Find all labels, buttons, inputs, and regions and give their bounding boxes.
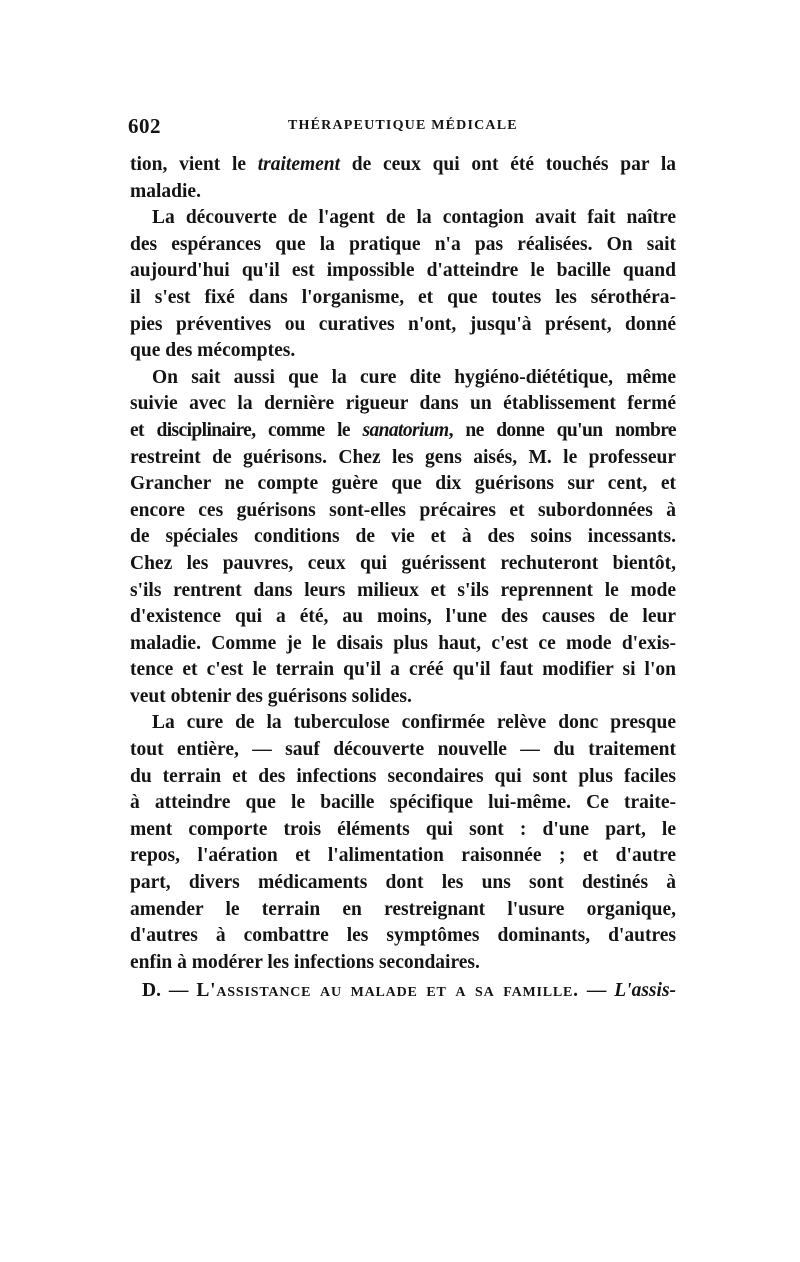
text-line: du terrain et des infections secondaires qui sont plus faciles bbox=[130, 765, 676, 787]
text-line: amender le terrain en restreignant l'usure organique, bbox=[130, 898, 676, 920]
text-line: aujourd'hui qu'il est impossible d'atteindre le bacille quand bbox=[130, 260, 676, 282]
paragraph-2 bbox=[130, 205, 676, 365]
text-line: Grancher ne compte guère que dix guérisons sur cent, et bbox=[130, 473, 676, 495]
text-line: et disciplinaire, comme le sanatorium, ne donne qu'un nombre bbox=[130, 419, 676, 441]
text-line: pies préventives ou curatives n'ont, jusqu'à présent, donné bbox=[130, 313, 676, 335]
paragraph-3 bbox=[130, 365, 676, 711]
section-title: L'assistance au malade et a sa famille. bbox=[196, 980, 579, 1002]
text-line: s'ils rentrent dans leurs milieux et s'ils reprennent le mode bbox=[130, 579, 676, 601]
text-line: On sait aussi que la cure dite hygiéno-diététique, même bbox=[152, 366, 676, 388]
running-title: THÉRAPEUTIQUE MÉDICALE bbox=[288, 118, 518, 133]
text-line: La cure de la tuberculose confirmée relève donc presque bbox=[152, 712, 676, 734]
page-header bbox=[128, 114, 676, 138]
text-line: de spéciales conditions de vie et à des soins incessants. bbox=[130, 526, 676, 548]
page-body bbox=[130, 152, 676, 1005]
text-line: part, divers médicaments dont les uns sont destinés à bbox=[130, 872, 676, 894]
text-line: encore ces guérisons sont-elles précaires et subordonnées à bbox=[130, 499, 676, 521]
text-line: d'autres à combattre les symptômes dominants, d'autres bbox=[130, 925, 676, 947]
text-line: que des mécomptes. bbox=[130, 340, 296, 362]
text-line: repos, l'aération et l'alimentation raisonnée ; et d'autre bbox=[130, 845, 676, 867]
text-line: tout entière, — sauf découverte nouvelle — du traitement bbox=[130, 739, 676, 761]
text-line: il s'est fixé dans l'organisme, et que toutes les sérothéra- bbox=[130, 286, 676, 308]
text-line: des espérances que la pratique n'a pas réalisées. On sait bbox=[130, 233, 676, 255]
text-line: restreint de guérisons. Chez les gens aisés, M. le professeur bbox=[130, 446, 676, 468]
section-heading bbox=[130, 978, 676, 1005]
text-line: à atteindre que le bacille spécifique lui-même. Ce traite- bbox=[130, 792, 676, 814]
text-line: suivie avec la dernière rigueur dans un établissement fermé bbox=[130, 393, 676, 415]
section-continuation: L'assis- bbox=[614, 980, 677, 1002]
paragraph-1 bbox=[130, 152, 676, 205]
text-line: tence et c'est le terrain qu'il a créé qu'il faut modifier si l'on bbox=[130, 659, 676, 681]
text-line: tion, vient le traitement de ceux qui ont été touchés par la bbox=[130, 154, 676, 175]
section-letter: D. bbox=[142, 980, 161, 1002]
text-line: maladie. bbox=[130, 180, 201, 202]
text-line: maladie. Comme je le disais plus haut, c'est ce mode d'exis- bbox=[130, 632, 676, 654]
italic-term: sanatorium bbox=[362, 419, 449, 441]
text-line: ment comporte trois éléments qui sont : d'une part, le bbox=[130, 818, 676, 840]
paragraph-4 bbox=[130, 710, 676, 976]
text-line: La découverte de l'agent de la contagion avait fait naître bbox=[152, 207, 676, 229]
italic-term: traitement bbox=[257, 154, 341, 175]
text-line: Chez les pauvres, ceux qui guérissent rechuteront bientôt, bbox=[130, 552, 676, 574]
text-line: veut obtenir des guérisons solides. bbox=[130, 685, 412, 707]
section-dash: — bbox=[168, 980, 189, 1002]
section-dash: — bbox=[586, 980, 607, 1002]
text-line: enfin à modérer les infections secondaires. bbox=[130, 951, 480, 973]
text-line: d'existence qui a été, au moins, l'une des causes de leur bbox=[130, 606, 676, 628]
page-number: 602 bbox=[128, 114, 161, 138]
